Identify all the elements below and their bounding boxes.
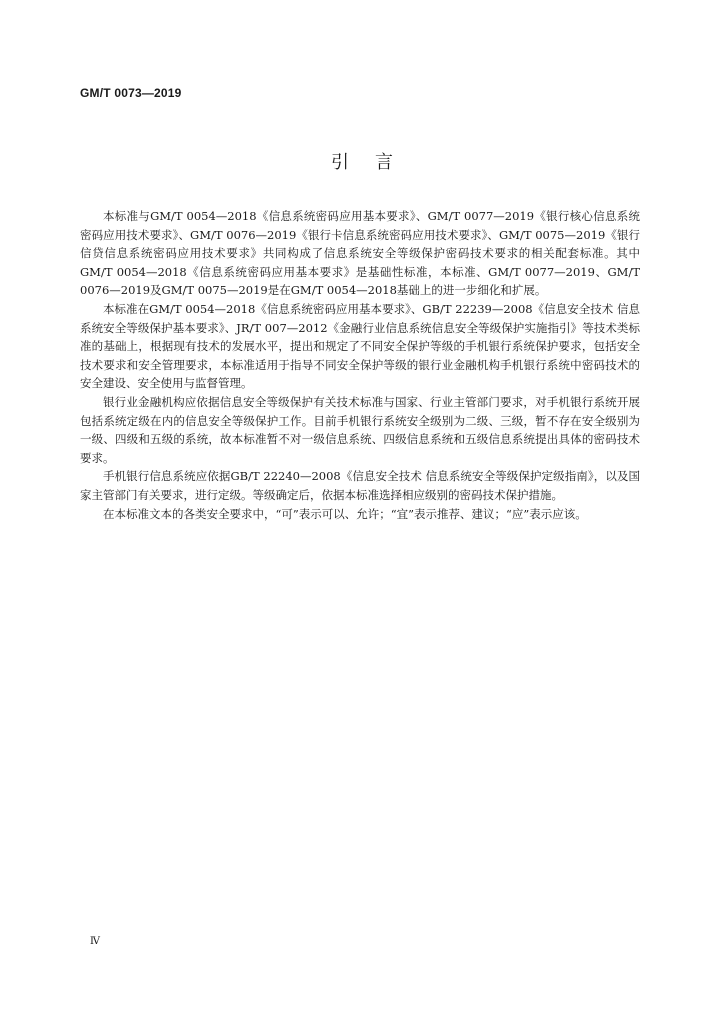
paragraph: 本标准与GM/T 0054—2018《信息系统密码应用基本要求》、GM/T 0077—2019《银行核心信息系统密码应用技术要求》、GM/T 0076—2019《银行卡信息系统密码应用技术要求》、GM/T 0075—2019《银行信贷信息系统密码应用技术要求》共同构成了信息系统安全等级保护密码技术要求的相关配套标准。其中GM/T 0054—2018《信息系统密码应用基本要求》是基础性标准，本标准、GM/T 0077—2019、GM/T 0076—2019及GM/T 0075—2019是在GM/T 0054—2018基础上的进一步细化和扩展。 [80, 209, 640, 298]
paragraph: 本标准在GM/T 0054—2018《信息系统密码应用基本要求》、GB/T 22239—2008《信息安全技术 信息系统安全等级保护基本要求》、JR/T 007—2012《金融行业信息系统信息安全等级保护实施指引》等技术类标准的基础上，根据现有技术的发展水平，提出和规定了不同安全保护等级的手机银行系统保护要求，包括安全技术要求和安全管理要求，本标准适用于指导不同安全保护等级的银行业金融机构手机银行系统中密码技术的安全建设、安全使用与监督管理。 [80, 301, 640, 391]
page-title: 引言 [331, 152, 419, 173]
paragraph: 银行业金融机构应依据信息安全等级保护有关技术标准与国家、行业主管部门要求，对手机银行系统开展包括系统定级在内的信息安全等级保护工作。目前手机银行系统安全级别为二级、三级，暂不存在安全级别为一级、四级和五级的系统，故本标准暂不对一级信息系统、四级信息系统和五级信息系统提出具体的密码技术要求。 [80, 394, 640, 465]
paragraph: 手机银行信息系统应依据GB/T 22240—2008《信息安全技术 信息系统安全等级保护定级指南》，以及国家主管部门有关要求，进行定级。等级确定后，依据本标准选择相应级别的密码技术保护措施。 [80, 469, 640, 502]
introduction-body [80, 207, 640, 523]
paragraph: 在本标准文本的各类安全要求中，“可”表示可以、允许；“宜”表示推荐、建议；“应”表示应该。 [103, 506, 587, 521]
standard-code: GM/T 0073—2019 [80, 86, 182, 100]
page-number: Ⅳ [90, 936, 100, 947]
